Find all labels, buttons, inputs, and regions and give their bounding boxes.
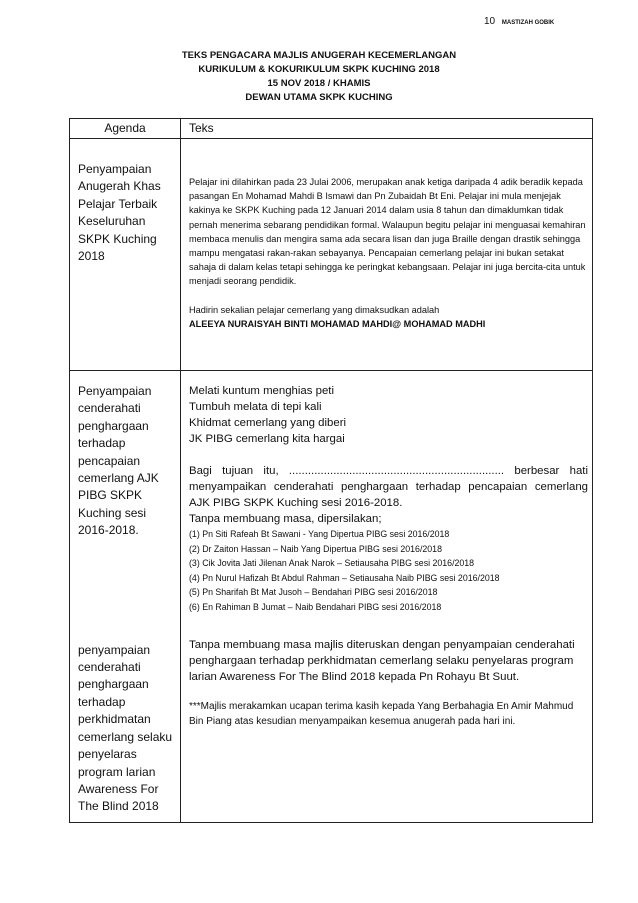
agenda-text: Penyampaian Anugerah Khas Pelajar Terbaik Keseluruhan SKPK Kuching 2018 [78,162,161,264]
list-item: (5) Pn Sharifah Bt Mat Jusoh – Bendahari PIBG sesi 2016/2018 [189,587,438,598]
table-row [70,371,593,823]
invite-text: Tanpa membuang masa, dipersilakan; [189,513,382,525]
agenda-text-awareness: penyampaian cenderahati penghargaan terhadap perkhidmatan cemerlang selaku penyelaras program larian Awareness For The Blind 2018 [78,642,173,814]
audience-address: Hadirin sekalian pelajar cemerlang yang dimaksudkan adalah [189,304,440,315]
pantun-line: Khidmat cemerlang yang diberi [189,417,347,429]
pantun-line: Melati kuntum menghias peti [189,385,334,397]
agenda-text-pibg: Penyampaian cenderahati penghargaan terhadap pencapaian cemerlang AJK PIBG SKPK Kuching sesi 2016-2018. [78,384,159,538]
page-number-value: 10 [484,16,496,27]
header-agenda: Agenda [70,119,181,139]
teks-cell [181,371,593,823]
header-teks: Teks [181,119,593,139]
page-number [484,16,554,27]
awareness-text: Tanpa membuang masa majlis diteruskan dengan penyampaian cenderahati penghargaan terhadap perkhidmatan cemerlang selaku penyelaras program larian Awareness For The Blind 2018 kepada Pn Rohayu Bt Suut. [189,638,575,683]
list-item: (4) Pn Nurul Hafizah Bt Abdul Rahman – Setiausaha Naib PIBG sesi 2016/2018 [189,572,500,583]
title-line-1: TEKS PENGACARA MAJLIS ANUGERAH KECEMERLANGAN [181,50,457,61]
student-bio: Pelajar ini dilahirkan pada 23 Julai 2006, merupakan anak ketiga daripada 4 adik beradik kepada pasangan En Mohamad Mahdi B Ismawi dan Pn Zubaidah Bt Eni. Pelajar ini mula menjejak kakinya ke SKPK Kuching pada 12 Januari 2014 dalam usia 8 tahun dan dimaklumkan tidak pernah menerima sebarang pendidikan formal. Walaupun begitu pelajar ini menguasai kemahiran membaca menulis dan mengira sama ada secara lisan dan juga Braille dengan drastik sehingga mampu mengatasi rakan-rakan sebayanya. Pencapaian cemerlang pelajar ini bukan setakat sahaja di dalam kelas tetapi sehingga ke peringkat kebangsaan. Pelajar ini juga bercita-cita untuk menjadi seorang pendidik. [189,177,586,287]
title-line-2: KURIKULUM & KOKURIKULUM SKPK KUCHING 2018 [198,64,440,75]
list-item: (3) Cik Jovita Jati Jilenan Anak Narok – Setiausaha PIBG sesi 2016/2018 [189,558,475,569]
pantun [189,383,588,447]
author-name: MASTIZAH GOBIK [501,20,555,26]
agenda-table [69,118,593,823]
agenda-cell [70,371,181,823]
title-line-3: 15 NOV 2018 / KHAMIS [267,78,371,89]
list-item: (1) Pn Siti Rafeah Bt Sawani - Yang Dipertua PIBG sesi 2016/2018 [189,529,450,539]
intro-text: Bagi tujuan itu, .................................................................... berbesar hati menyampaikan cenderahati penghargaan terhadap pencapaian cemerlang AJK PIBG SKPK Kuching sesi 2016-2018. [189,465,588,509]
list-item: (6) En Rahiman B Jumat – Naib Bendahari PIBG sesi 2016/2018 [189,601,442,612]
pantun-line: JK PIBG cemerlang kita hargai [189,433,345,445]
closing-text: ***Majlis merakamkan ucapan terima kasih kepada Yang Berbahagia En Amir Mahmud Bin Piang atas kesudian menyampaikan kesemua anugerah pada hari ini. [189,700,574,727]
list-item: (2) Dr Zaiton Hassan – Naib Yang Dipertua PIBG sesi 2016/2018 [189,543,442,554]
document-title [0,49,638,105]
agenda-cell [70,139,181,371]
table-header-row [70,119,593,139]
student-name: ALEEYA NURAISYAH BINTI MOHAMAD MAHDI@ MOHAMAD MADHI [189,318,486,329]
title-line-4: DEWAN UTAMA SKPK KUCHING [245,92,393,103]
pantun-line: Tumbuh melata di tepi kali [189,401,322,413]
table-row [70,139,593,371]
honoree-list [189,527,588,615]
teks-cell [181,139,593,371]
